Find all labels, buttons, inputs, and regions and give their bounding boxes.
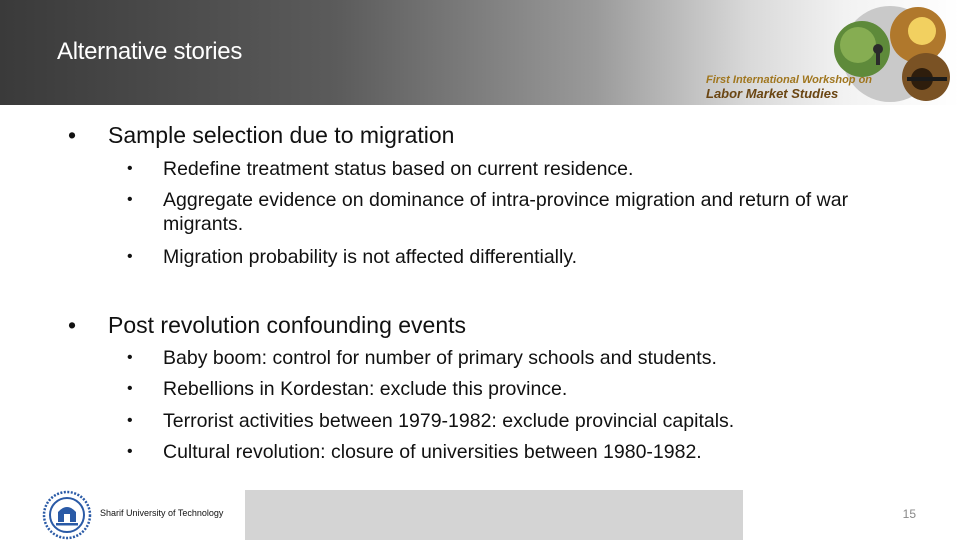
sub-bullet — [127, 157, 893, 181]
bullet-dot: • — [127, 349, 133, 366]
heading-text: Sample selection due to migration — [108, 122, 455, 148]
sub-bullet-text: Cultural revolution: closure of universities between 1980-1982. — [163, 441, 702, 463]
bullet-heading — [68, 122, 455, 149]
bullet-dot: • — [127, 443, 133, 460]
sub-bullet — [127, 377, 893, 401]
sub-bullet-text: Aggregate evidence on dominance of intra-province migration and return of war migrants. — [163, 189, 849, 235]
sub-bullet-text: Migration probability is not affected differentially. — [163, 246, 578, 268]
sub-bullet — [127, 245, 893, 269]
sub-bullet-text: Terrorist activities between 1979-1982: exclude provincial capitals. — [163, 410, 735, 432]
bullet-dot: • — [68, 312, 77, 338]
workshop-logo-text — [706, 74, 886, 100]
bullet-dot: • — [127, 191, 133, 208]
sub-bullet-text: Redefine treatment status based on current residence. — [163, 158, 634, 180]
heading-text: Post revolution confounding events — [108, 312, 467, 338]
sub-bullet-text: Baby boom: control for number of primary schools and students. — [163, 347, 717, 369]
bullet-dot: • — [127, 412, 133, 429]
university-name: Sharif University of Technology — [100, 508, 224, 518]
university-logo-icon — [42, 490, 92, 540]
footer-bar — [245, 490, 743, 540]
bullet-dot: • — [127, 248, 133, 265]
sub-bullet — [127, 440, 893, 464]
workshop-line-2: Labor Market Studies — [706, 86, 839, 101]
sub-bullet — [127, 409, 893, 433]
slide-title: Alternative stories — [57, 38, 243, 65]
sub-bullet — [127, 188, 893, 236]
page-number: 15 — [902, 507, 916, 521]
bullet-heading — [68, 312, 467, 339]
bullet-dot: • — [68, 122, 77, 148]
bullet-dot: • — [127, 380, 133, 397]
sub-bullet — [127, 346, 893, 370]
workshop-line-1: First International Workshop on — [706, 74, 873, 86]
sub-bullet-text: Rebellions in Kordestan: exclude this province. — [163, 378, 568, 400]
slide-header — [0, 0, 960, 105]
bullet-dot: • — [127, 160, 133, 177]
